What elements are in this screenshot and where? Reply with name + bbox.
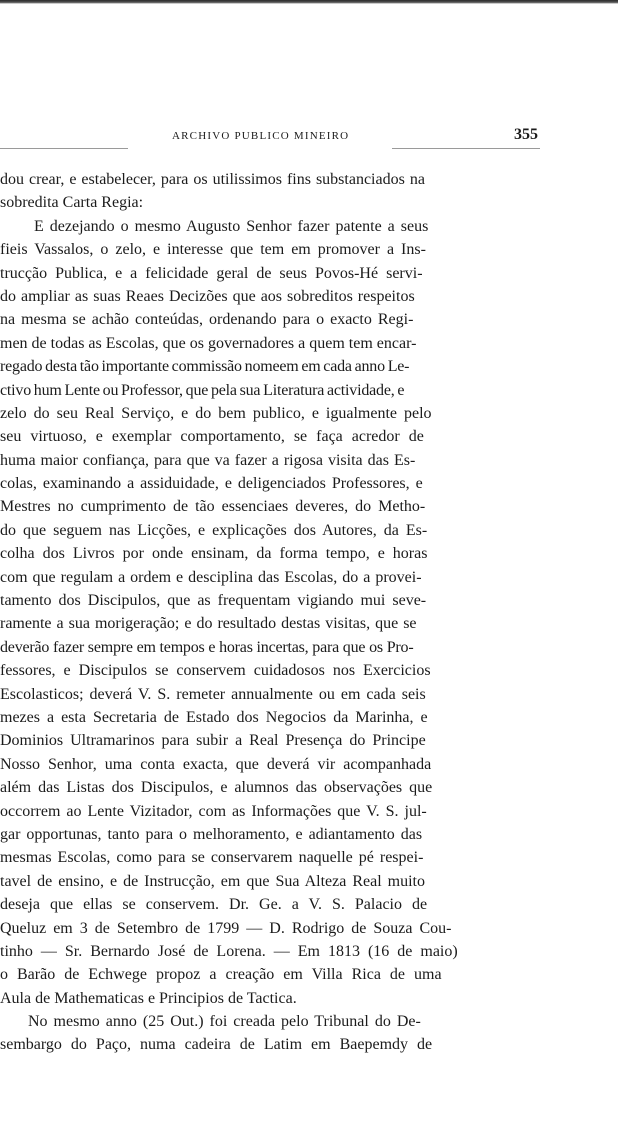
running-title: ARCHIVO PUBLICO MINEIRO [172, 130, 350, 142]
text-line-22: fessores, e Discipulos se conservem cuidadosos nos Exercicios [0, 662, 431, 680]
text-line-14: colas, examinando a assiduidade, e deligenciados Professores, e [0, 475, 423, 493]
text-line-15: Mestres no cumprimento de tão essenciaes deveres, do Metho- [0, 498, 426, 516]
page-header [0, 124, 618, 154]
text-line-17: colha dos Livros por onde ensinam, da forma tempo, e horas [0, 545, 428, 563]
text-line-4: fieis Vassalos, o zelo, e interesse que tem em promover a Ins- [0, 241, 426, 259]
header-rule-left [0, 148, 128, 149]
text-line-37: No mesmo anno (25 Out.) foi creada pelo Tribunal do De- [28, 1013, 421, 1031]
body-text [0, 168, 540, 1057]
text-line-13: huma maior confiança, para que va fazer a rigosa visita das Es- [0, 451, 416, 469]
text-line-19: tamento dos Discipulos, que as frequentam vigiando mui seve- [0, 592, 427, 610]
text-line-9: regado desta tão importante commissão nomeem em cada anno Le- [0, 358, 410, 376]
text-line-33: Queluz em 3 de Setembro de 1799 — D. Rodrigo de Souza Cou- [0, 919, 452, 937]
page-number: 355 [514, 126, 538, 143]
text-line-24: mezes a esta Secretaria de Estado dos Negocios da Marinha, e [0, 708, 428, 726]
text-line-21: deverão fazer sempre em tempos e horas incertas, para que os Pro- [0, 638, 414, 656]
text-line-34: tinho — Sr. Bernardo José de Lorena. — Em 1813 (16 de maio) [0, 942, 458, 960]
text-line-27: além das Listas dos Discipulos, e alumnos das observações que [0, 779, 433, 797]
text-line-11: zelo do seu Real Serviço, e do bem publico, e igualmente pelo [0, 404, 432, 422]
text-line-28: occorrem ao Lente Vizitador, com as Informações que V. S. jul- [0, 802, 427, 820]
text-line-23: Escolasticos; deverá V. S. remeter annualmente ou em cada seis [0, 685, 426, 703]
text-line-2: sobredita Carta Regia: [0, 194, 144, 212]
text-line-10: ctivo hum Lente ou Professor, que pela sua Literatura actividade, e [0, 381, 405, 399]
text-line-29: gar opportunas, tanto para o melhoramento, e adiantamento das [0, 825, 423, 843]
text-line-26: Nosso Senhor, uma conta exacta, que deverá vir acompanhada [0, 755, 432, 773]
text-line-16: do que seguem nas Licções, e explicações dos Autores, da Es- [0, 521, 428, 539]
text-line-30: mesmas Escolas, como para se conservarem naquelle pé respei- [0, 849, 424, 867]
text-line-32: deseja que ellas se conservem. Dr. Ge. a V. S. Palacio de [0, 896, 428, 914]
header-rule-right [392, 148, 540, 149]
text-line-12: seu virtuoso, e exemplar comportamento, se faça acredor de [0, 428, 424, 446]
text-line-8: men de todas as Escolas, que os governadores a quem tem encar- [0, 334, 417, 352]
text-line-18: com que regulam a ordem e desciplina das Escolas, do a provei- [0, 568, 422, 586]
text-line-1: dou crear, e estabelecer, para os utilissimos fins substanciados na [0, 171, 425, 188]
text-line-38: sembargo do Paço, numa cadeira de Latim em Baepemdy de [0, 1036, 433, 1054]
text-line-3: E dezejando o mesmo Augusto Senhor fazer patente a seus [34, 217, 429, 235]
text-line-36: Aula de Mathematicas e Principios de Tactica. [0, 989, 297, 1007]
text-line-35: o Barão de Echwege propoz a creação em Villa Rica de uma [0, 966, 442, 984]
text-line-25: Dominios Ultramarinos para subir a Real Presença do Principe [0, 732, 426, 750]
scan-top-edge [0, 0, 618, 4]
text-line-5: trucção Publica, e a felicidade geral de seus Povos-Hé servi- [0, 264, 423, 282]
text-line-6: do ampliar as suas Reaes Decizões que aos sobreditos respeitos [0, 287, 415, 305]
text-line-20: ramente a sua morigeração; e do resultado destas visitas, que se [0, 615, 417, 633]
text-line-31: tavel de ensino, e de Instrucção, em que Sua Alteza Real muito [0, 872, 425, 890]
text-line-7: na mesma se achão conteúdas, ordenando para o exacto Regi- [0, 311, 414, 329]
